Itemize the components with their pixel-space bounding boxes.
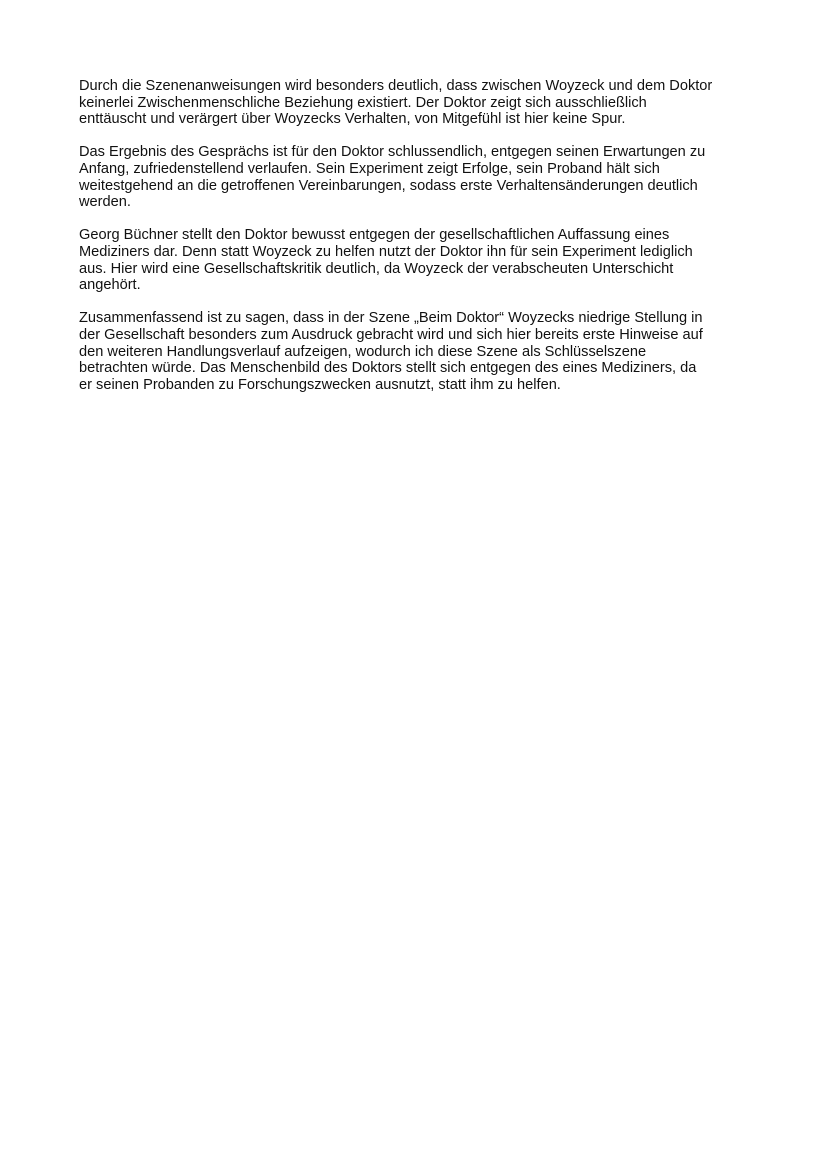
text-line: werden. [79,194,131,211]
text-line: keinerlei Zwischenmenschliche Beziehung existiert. Der Doktor zeigt sich ausschließlich [79,94,647,111]
text-line: Mediziners dar. Denn statt Woyzeck zu helfen nutzt der Doktor ihn für sein Experiment lediglich [79,243,693,260]
paragraph-stage-directions [79,78,759,128]
text-line: enttäuscht und verärgert über Woyzecks Verhalten, von Mitgefühl ist hier keine Spur. [79,111,626,128]
paragraph-conversation-result [79,144,759,210]
text-line: Zusammenfassend ist zu sagen, dass in der Szene „Beim Doktor“ Woyzecks niedrige Stellung in [79,310,703,327]
text-line: Georg Büchner stellt den Doktor bewusst entgegen der gesellschaftlichen Auffassung eines [79,227,670,244]
paragraph-conclusion [79,310,759,393]
document-page [79,78,759,410]
paragraph-social-critique [79,227,759,293]
text-line: Das Ergebnis des Gesprächs ist für den Doktor schlussendlich, entgegen seinen Erwartungen zu [79,144,706,161]
text-line: weitestgehend an die getroffenen Vereinbarungen, sodass erste Verhaltensänderungen deutlich [79,177,698,194]
text-line: aus. Hier wird eine Gesellschaftskritik deutlich, da Woyzeck der verabscheuten Unterschicht [79,260,674,277]
text-line: den weiteren Handlungsverlauf aufzeigen, wodurch ich diese Szene als Schlüsselszene [79,343,647,360]
text-line: der Gesellschaft besonders zum Ausdruck gebracht wird und sich hier bereits erste Hinweise auf [79,326,703,343]
text-line: angehört. [79,277,141,294]
text-line: Anfang, zufriedenstellend verlaufen. Sein Experiment zeigt Erfolge, sein Proband hält sich [79,160,660,177]
text-line: Durch die Szenenanweisungen wird besonders deutlich, dass zwischen Woyzeck und dem Doktor [79,78,713,94]
text-line: er seinen Probanden zu Forschungszwecken ausnutzt, statt ihm zu helfen. [79,376,561,393]
text-line: betrachten würde. Das Menschenbild des Doktors stellt sich entgegen des eines Mediziners, da [79,360,697,377]
